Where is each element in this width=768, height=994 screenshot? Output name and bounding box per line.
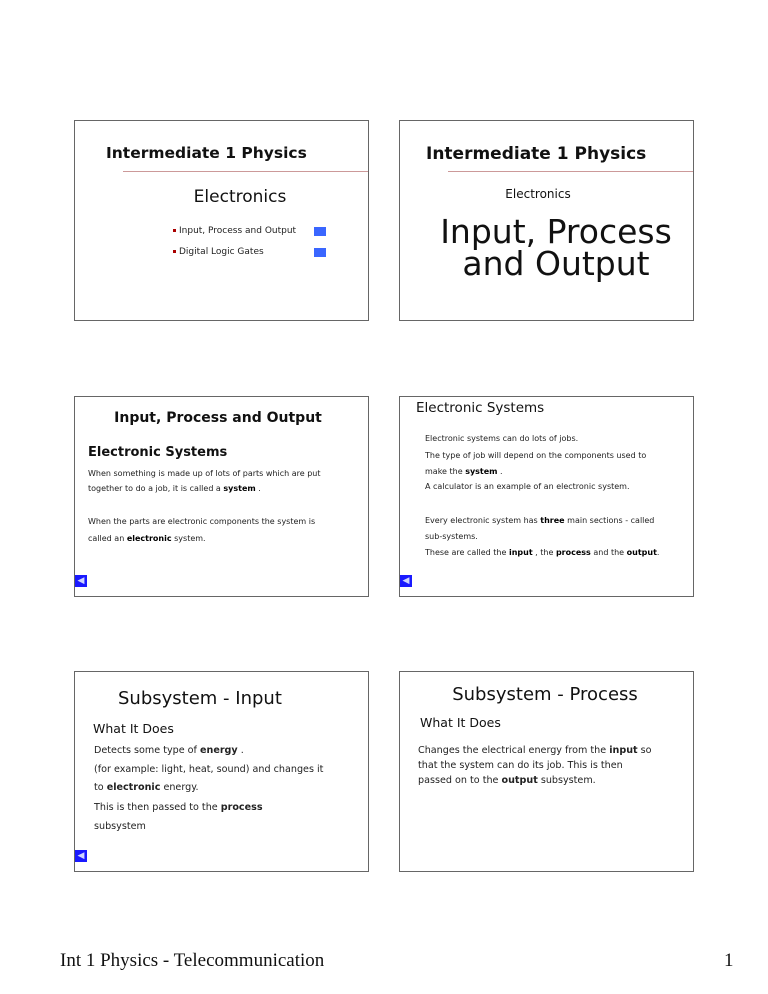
body-line	[425, 483, 630, 491]
body-line	[88, 535, 206, 543]
text-segment: , the	[532, 548, 556, 557]
slide-subheading: What It Does	[420, 715, 501, 730]
text-segment: passed on to the	[418, 775, 502, 786]
text-segment: and the	[590, 548, 627, 557]
bold-term: process	[220, 802, 263, 813]
bold-term: energy	[199, 745, 238, 756]
body-line	[425, 533, 478, 541]
text-segment: This is then passed to the	[94, 802, 221, 813]
slide-title: Intermediate 1 Physics	[426, 144, 647, 164]
body-line	[88, 518, 315, 526]
bold-term: system	[223, 484, 256, 493]
text-segment: subsystem	[94, 821, 146, 832]
text-segment: energy.	[160, 782, 199, 793]
slide-title: Subsystem - Process	[452, 684, 638, 705]
slide-title: Subsystem - Input	[118, 688, 282, 709]
text-segment: (for example: light, heat, sound) and changes it	[94, 764, 324, 775]
bold-term: electronic	[106, 782, 161, 793]
text-segment: called an	[88, 534, 127, 543]
text-segment: The type of job will depend on the components used to	[425, 451, 647, 460]
text-segment: When the parts are electronic components the system is	[88, 517, 316, 526]
slide-title: Input, Process and Output	[114, 410, 322, 426]
text-segment: These are called the	[425, 548, 509, 557]
slide-6	[399, 671, 694, 872]
text-segment: subsystem.	[537, 775, 596, 786]
body-line	[418, 746, 652, 756]
body-line	[94, 803, 263, 813]
bold-term: system	[465, 467, 498, 476]
footer-title: Int 1 Physics - Telecommunication	[60, 950, 325, 971]
body-line	[88, 470, 320, 478]
body-line	[88, 485, 261, 493]
text-segment: .	[497, 467, 503, 476]
bold-term: output	[626, 548, 657, 557]
link-square-icon[interactable]	[314, 227, 326, 236]
text-segment: .	[656, 548, 660, 557]
link-square-icon[interactable]	[314, 248, 326, 257]
bold-term: input	[609, 745, 638, 756]
title-divider	[123, 171, 368, 172]
text-segment: Detects some type of	[94, 745, 200, 756]
page-number: 1	[724, 950, 734, 971]
slide-title: Intermediate 1 Physics	[106, 144, 307, 162]
bold-term: three	[540, 516, 565, 525]
text-segment: Electronic systems can do lots of jobs.	[425, 434, 579, 443]
bullet-icon	[173, 229, 176, 232]
back-icon[interactable]: ◀	[75, 575, 87, 587]
back-icon[interactable]: ◀	[400, 575, 412, 587]
body-line	[94, 783, 199, 793]
text-segment: .	[255, 484, 261, 493]
body-line	[94, 765, 323, 775]
back-icon[interactable]: ◀	[75, 850, 87, 862]
bold-term: input	[508, 548, 533, 557]
title-divider	[448, 171, 693, 172]
bullet-item[interactable]	[173, 227, 296, 236]
text-segment: together to do a job, it is called a	[88, 484, 224, 493]
slide-subtitle: Electronics	[505, 187, 571, 201]
text-segment: Changes the electrical energy from the	[418, 745, 610, 756]
text-segment: to	[94, 782, 107, 793]
text-segment: A calculator is an example of an electronic system.	[425, 482, 630, 491]
slide-5	[74, 671, 369, 872]
slide-heading-line: and Output	[462, 244, 650, 283]
slide-subheading: What It Does	[93, 721, 174, 736]
slide-subheading: Electronic Systems	[88, 445, 228, 460]
text-segment: main sections - called	[564, 516, 655, 525]
body-line	[425, 452, 646, 460]
bold-term: electronic	[126, 534, 172, 543]
bold-term: process	[555, 548, 591, 557]
body-line	[94, 822, 146, 832]
slide-1	[74, 120, 369, 321]
slide-2	[399, 120, 694, 321]
body-line	[418, 776, 596, 786]
text-segment: .	[237, 745, 244, 756]
body-line	[425, 468, 503, 476]
body-line	[418, 761, 623, 771]
text-segment: that the system can do its job. This is then	[418, 760, 623, 771]
text-segment: make the	[425, 467, 466, 476]
text-segment: so	[637, 745, 652, 756]
slide-title: Electronic Systems	[416, 400, 545, 416]
bold-term: output	[501, 775, 538, 786]
slide-3	[74, 396, 369, 597]
body-line	[425, 435, 578, 443]
text-segment: When something is made up of lots of parts which are put	[88, 469, 321, 478]
body-line	[94, 746, 244, 756]
text-segment: Every electronic system has	[425, 516, 541, 525]
slide-4	[399, 396, 694, 597]
body-line	[425, 549, 659, 557]
bullet-label: Input, Process and Output	[179, 226, 297, 236]
slide-subtitle: Electronics	[193, 187, 287, 207]
bullet-icon	[173, 250, 176, 253]
text-segment: sub-systems.	[425, 532, 478, 541]
bullet-label: Digital Logic Gates	[179, 247, 264, 257]
text-segment: system.	[171, 534, 206, 543]
body-line	[425, 517, 654, 525]
slide-heading-line: Input, Process	[440, 212, 672, 251]
bullet-item[interactable]	[173, 248, 264, 257]
